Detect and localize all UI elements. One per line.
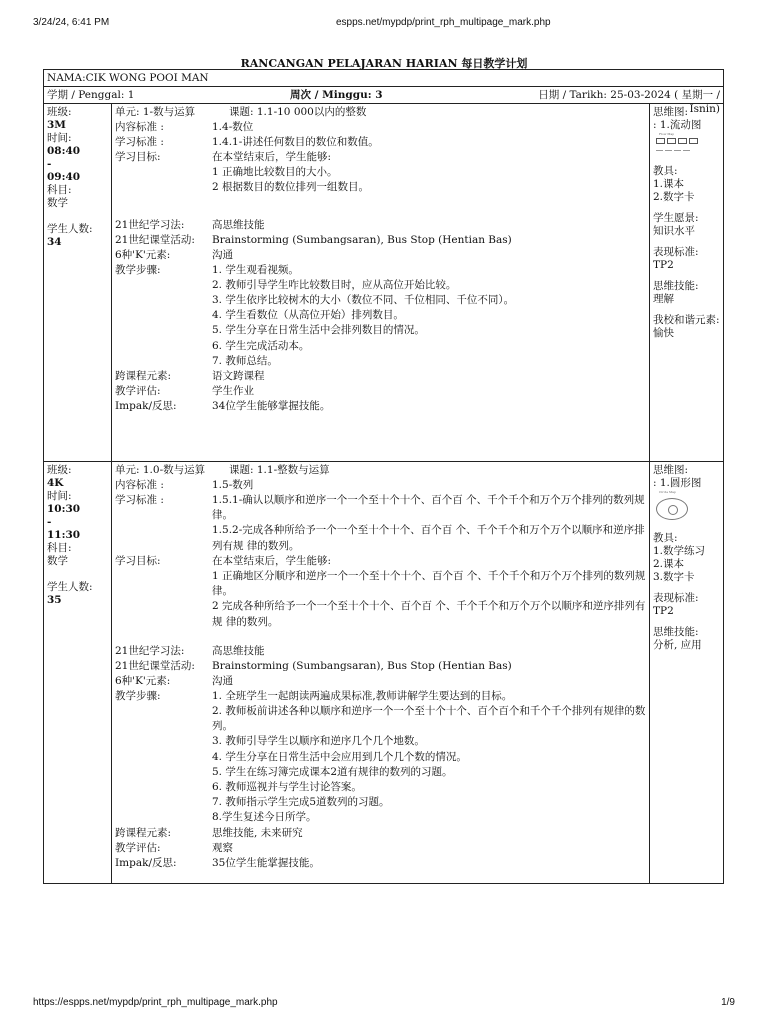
step-item: 3. 学生依序比较树木的大小（数位不同、千位相同、千位不同）。: [212, 294, 515, 307]
content-standard-row: [115, 478, 646, 493]
row-label: 21世纪课堂活动:: [115, 233, 195, 246]
step-item: 6. 学生完成活动本。: [212, 339, 310, 352]
vision-label: 学生愿景:: [653, 212, 699, 224]
lesson-side-column: [650, 462, 723, 883]
objective-line: 2 根据数目的数位排列一组数目。: [212, 181, 370, 194]
objective-row: [115, 554, 646, 630]
step-item: 2. 教师引导学生咋比较数目时，应从高位开始比较。: [212, 278, 457, 291]
time-dash: -: [47, 516, 52, 528]
assessment-row: [115, 384, 646, 399]
time-label: 时间:: [47, 490, 72, 502]
row-label: 21世纪课堂活动:: [115, 659, 195, 672]
row-label: 学习目标:: [115, 554, 161, 567]
content-standard-row: [115, 120, 646, 135]
student-count-value: 34: [47, 236, 62, 248]
step-item: 1. 学生观看视频。: [212, 263, 299, 276]
row-value: 1.5-数列: [212, 479, 254, 491]
materials-label: 教具:: [653, 532, 678, 544]
teacher-name: NAMA:CIK WONG POOI MAN: [44, 70, 723, 87]
class-label: 班级:: [47, 464, 72, 476]
objective-line: 1 正确地比较数目的大小。: [212, 166, 338, 179]
cross-curriculum-row: [115, 369, 646, 384]
thinking-skill-label: 思维技能:: [653, 626, 699, 638]
step-item: 2. 教师板前讲述各种以顺序和逆序一个一个至十个十个、百个百个和千个千个排列有规律的数列。: [212, 705, 646, 733]
row-label: Impak/反思:: [115, 856, 177, 869]
step-item: 5. 学生分享在日常生活中会排列数目的情况。: [212, 324, 425, 337]
step-item: 4. 学生看数位（从高位开始）排列数目。: [212, 309, 404, 322]
step-item: 8.学生复述今日所学。: [212, 811, 317, 824]
circle-map-icon: [656, 498, 688, 520]
subject-label: 科目:: [47, 542, 72, 554]
print-page-number: 1/9: [721, 997, 735, 1008]
row-value: Brainstorming (Sumbangsaran), Bus Stop (Hentian Bas): [212, 233, 512, 246]
material-item: 2.课本: [653, 558, 685, 570]
lesson-content-column: [112, 104, 650, 461]
steps-row: [115, 263, 646, 369]
unit-title: 单元: 1.0-数与运算: [115, 464, 206, 476]
row-label: 教学步骤:: [115, 689, 161, 702]
print-datetime: 3/24/24, 6:41 PM: [33, 17, 110, 28]
student-count-label: 学生人数:: [47, 581, 93, 593]
standard-line: 1.5.1-确认以顺序和逆序一个一个至十个十个、百个百 个、千个千个和万个万个排列的数列规律。: [212, 494, 645, 522]
standard-line: 1.5.2-完成各种所给予一个一个至十个十个、百个百 个、千个千个和万个万个以顺序和逆序排列有规 律的数列。: [212, 524, 645, 552]
objective-line: 2 完成各种所给予一个一个至十个十个、百个百 个、千个千个和万个万个以顺序和逆序排列有规 律的数列。: [212, 600, 646, 628]
topic-title: 课题: 1.1-整数与运算: [229, 464, 330, 476]
topic-title: 课题: 1.1-10 000以内的整数: [229, 106, 367, 118]
subject-value: 数学: [47, 197, 68, 209]
time-start: 10:30: [47, 503, 81, 515]
material-item: 3.数字卡: [653, 571, 695, 583]
thinking-skill-label: 思维技能:: [653, 280, 699, 292]
thinking-map-label: 思维图:: [653, 106, 689, 118]
row-label: 学习目标:: [115, 151, 161, 163]
harmony-label: 我校和谐元素:: [653, 314, 720, 326]
lesson-block: [44, 462, 723, 883]
time-dash: -: [47, 158, 52, 170]
row-label: 内容标准 :: [115, 121, 164, 133]
reflection-row: [115, 856, 646, 871]
flow-map-icon: [656, 138, 720, 144]
step-item: 1. 全班学生一起朗读两遍成果标准,教师讲解学生要达到的目标。: [212, 689, 513, 702]
steps-row: [115, 689, 646, 826]
row-label: 跨课程元素:: [115, 826, 172, 839]
learning-standard-row: [115, 493, 646, 554]
cross-curriculum-row: [115, 826, 646, 841]
document-title: RANCANGAN PELAJARAN HARIAN 每日教学计划: [240, 57, 528, 70]
time-end: 09:40: [47, 171, 81, 183]
method-row: [115, 644, 646, 659]
lesson-content-column: [112, 462, 650, 883]
assessment-row: [115, 841, 646, 856]
lesson-plan-table: [43, 69, 724, 884]
row-value: 思维技能, 未来研究: [212, 826, 303, 839]
row-label: 21世纪学习法:: [115, 644, 185, 657]
row-value: 沟通: [212, 248, 233, 261]
harmony-value: 愉快: [653, 327, 674, 339]
row-label: 教学评估:: [115, 841, 161, 854]
row-label: 6种'K'元素:: [115, 674, 171, 687]
vision-value: 知识水平: [653, 225, 695, 237]
class-value: 4K: [47, 477, 64, 489]
performance-label: 表现标准:: [653, 246, 699, 258]
row-label: 学习标准 :: [115, 494, 164, 506]
objective-row: [115, 150, 646, 196]
thinking-map-value: : 1.圆形图: [653, 477, 702, 489]
thinking-skill-value: 分析, 应用: [653, 639, 702, 651]
performance-value: TP2: [653, 605, 674, 617]
step-item: 6. 教师巡视并与学生讨论答案。: [212, 781, 362, 794]
objective-line: 1 正确地区分顺序和逆序一个一个至十个十个、百个百 个、千个千个和万个万个排列的数列规律。: [212, 570, 646, 598]
student-count-value: 35: [47, 594, 62, 606]
subject-value: 数学: [47, 555, 68, 567]
performance-value: TP2: [653, 259, 674, 271]
activity-row: [115, 233, 646, 248]
step-item: 7. 教师总结。: [212, 354, 278, 367]
student-count-label: 学生人数:: [47, 223, 93, 235]
reflection-row: [115, 399, 646, 414]
step-item: 4. 学生分享在日常生活中会应用到几个几个数的情况。: [212, 750, 467, 763]
date-label: 日期 / Tarikh: 25-03-2024 ( 星期一 / Isnin): [538, 89, 720, 115]
row-value: 1.4.1-讲述任何数目的数位和数值。: [212, 136, 379, 148]
class-label: 班级:: [47, 106, 72, 118]
step-item: 7. 教师指示学生完成5道数列的习题。: [212, 796, 390, 809]
row-label: 教学评估:: [115, 385, 161, 398]
flow-map-caption: Flow Map: [659, 132, 675, 136]
step-item: 3. 教师引导学生以顺序和逆序几个几个地数。: [212, 735, 425, 748]
thinking-skill-value: 理解: [653, 293, 674, 305]
row-value: 语文跨课程: [212, 370, 265, 383]
row-label: 跨课程元素:: [115, 370, 172, 383]
row-label: 内容标准 :: [115, 479, 164, 491]
row-value: 1.4-数位: [212, 121, 254, 133]
time-end: 11:30: [47, 529, 81, 541]
unit-title: 单元: 1-数与运算: [115, 106, 196, 118]
k-element-row: [115, 248, 646, 263]
row-label: Impak/反思:: [115, 400, 177, 413]
materials-label: 教具:: [653, 165, 678, 177]
row-value: 34位学生能够掌握技能。: [212, 400, 331, 413]
activity-row: [115, 659, 646, 674]
row-value: Brainstorming (Sumbangsaran), Bus Stop (Hentian Bas): [212, 659, 512, 672]
unit-topic-row: [115, 105, 646, 120]
material-item: 1.课本: [653, 178, 685, 190]
thinking-map-label: 思维图:: [653, 464, 689, 476]
method-row: [115, 218, 646, 233]
lesson-block: [44, 104, 723, 462]
row-value: 沟通: [212, 674, 233, 687]
thinking-map-value: : 1.流动图: [653, 119, 702, 131]
row-label: 21世纪学习法:: [115, 218, 185, 231]
material-item: 1.数学练习: [653, 545, 706, 557]
print-footer-url: https://espps.net/mypdp/print_rph_multipage_mark.php: [33, 997, 278, 1008]
k-element-row: [115, 674, 646, 689]
objective-line: 在本堂结束后，学生能够:: [212, 151, 332, 163]
row-label: 6种'K'元素:: [115, 248, 171, 261]
week-label: 周次 / Minggu: 3: [290, 89, 383, 101]
print-page-title: espps.net/mypdp/print_rph_multipage_mark.php: [336, 17, 551, 28]
row-value: 35位学生能掌握技能。: [212, 856, 320, 869]
material-item: 2.数字卡: [653, 191, 695, 203]
circle-map-caption: Circle Map: [659, 490, 676, 494]
row-value: 观察: [212, 841, 233, 854]
time-start: 08:40: [47, 145, 81, 157]
learning-standard-row: [115, 135, 646, 150]
lesson-side-column: [650, 104, 723, 461]
term-label: 学期 / Penggal: 1: [47, 89, 135, 101]
row-value: 高思维技能: [212, 218, 265, 231]
row-value: 高思维技能: [212, 644, 265, 657]
objective-line: 在本堂结束后，学生能够:: [212, 554, 332, 567]
subject-label: 科目:: [47, 184, 72, 196]
time-label: 时间:: [47, 132, 72, 144]
row-label: 教学步骤:: [115, 263, 161, 276]
class-value: 3M: [47, 119, 66, 131]
lesson-info-column: [44, 104, 112, 461]
step-item: 5. 学生在练习簿完成课本2道有规律的数列的习题。: [212, 765, 453, 778]
lesson-info-column: [44, 462, 112, 883]
performance-label: 表现标准:: [653, 592, 699, 604]
row-value: 学生作业: [212, 385, 254, 398]
unit-topic-row: [115, 463, 646, 478]
row-label: 学习标准 :: [115, 136, 164, 148]
